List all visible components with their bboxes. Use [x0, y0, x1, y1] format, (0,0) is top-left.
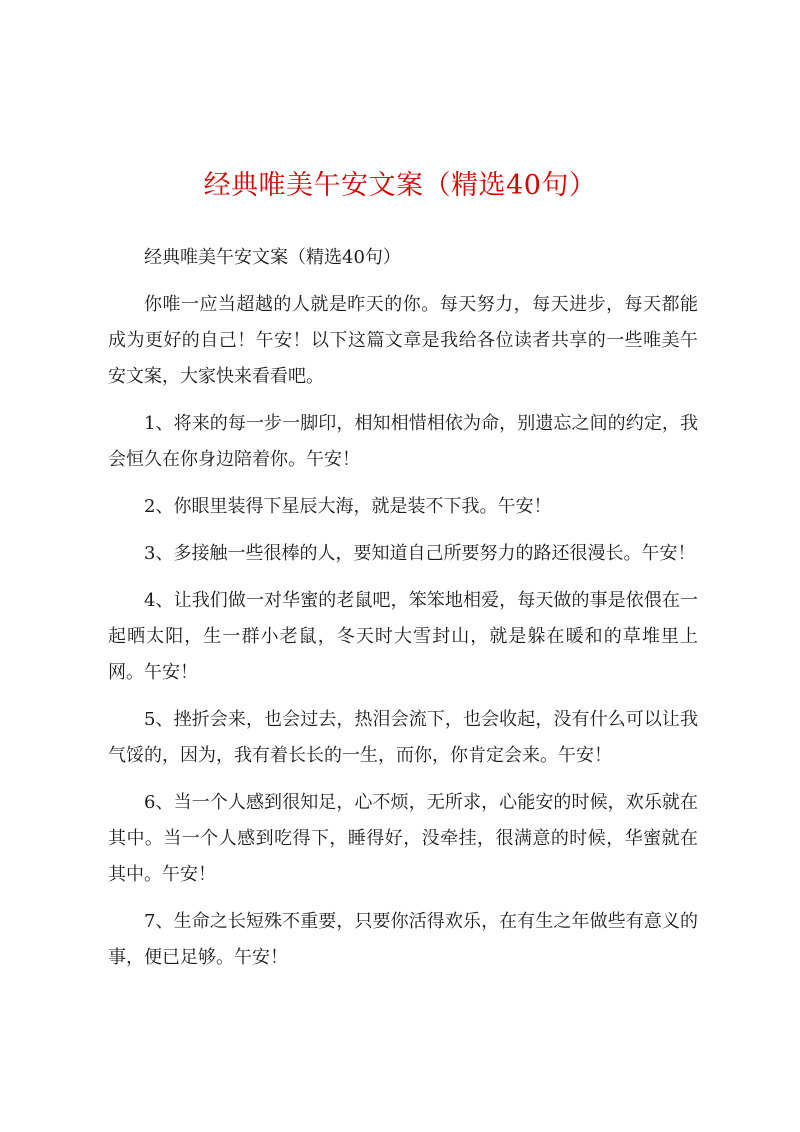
quote-paragraph-4: 4、让我们做一对华蜜的老鼠吧，笨笨地相爱，每天做的事是依偎在一起晒太阳，生一群小老鼠，冬天时大雪封山，就是躲在暖和的草堆里上网。午安！ [108, 590, 698, 683]
intro-paragraph: 你唯一应当超越的人就是昨天的你。每天努力，每天进步，每天都能成为更好的自己！午安！以下这篇文章是我给各位读者共享的一些唯美午安文案，大家快来看看吧。 [108, 294, 698, 387]
quote-paragraph-6: 6、当一个人感到很知足，心不烦，无所求，心能安的时候，欢乐就在其中。当一个人感到吃得下，睡得好，没牵挂，很满意的时候，华蜜就在其中。午安！ [108, 792, 698, 885]
quote-paragraph-5: 5、挫折会来，也会过去，热泪会流下，也会收起，没有什么可以让我气馁的，因为，我有着长长的一生，而你，你肯定会来。午安！ [108, 709, 698, 766]
quote-paragraph-7: 7、生命之长短殊不重要，只要你活得欢乐，在有生之年做些有意义的事，便已足够。午安！ [108, 911, 698, 968]
quote-paragraph-2: 2、你眼里装得下星辰大海，就是装不下我。午安！ [144, 496, 552, 517]
document-title: 经典唯美午安文案（精选40句） [203, 170, 597, 201]
quote-paragraph-3: 3、多接触一些很棒的人，要知道自己所要努力的路还很漫长。午安！ [144, 543, 696, 564]
quote-paragraph-1: 1、将来的每一步一脚印，相知相惜相依为命，别遗忘之间的约定，我会恒久在你身边陪着你。午安！ [108, 413, 698, 470]
subtitle-paragraph: 经典唯美午安文案（精选40句） [144, 247, 401, 268]
document-body [108, 240, 698, 987]
